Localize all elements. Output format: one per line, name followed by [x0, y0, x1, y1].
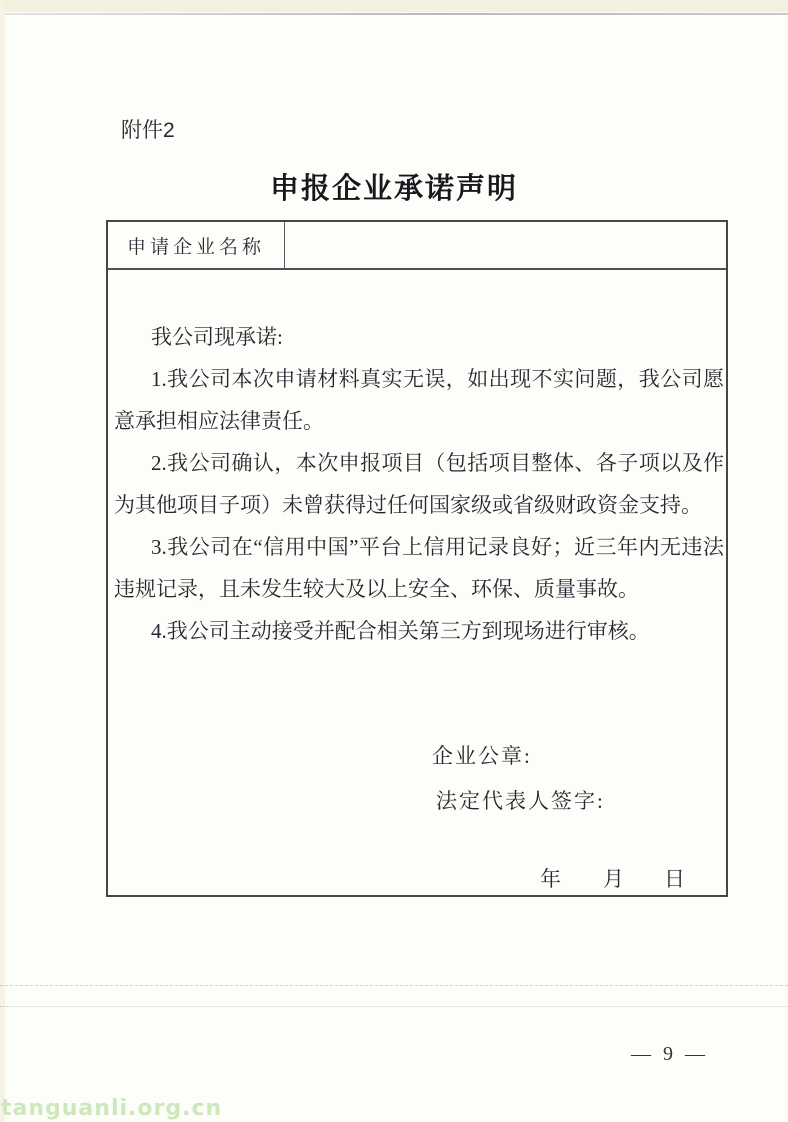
commitment-line-1: 1.我公司本次申请材料真实无误，如出现不实问题，我公司愿	[151, 367, 724, 391]
applicant-name-value-cell	[285, 222, 726, 268]
legal-representative-signature-label: 法定代表人签字:	[436, 789, 605, 813]
commitment-line-2: 2.我公司确认，本次申报项目（包括项目整体、各子项以及作	[151, 451, 724, 475]
applicant-name-label: 申请企业名称	[108, 222, 285, 268]
commitment-body	[114, 316, 724, 652]
date-day-label: 日	[664, 867, 685, 891]
scan-top-rule	[0, 13, 788, 15]
commitment-line-3-cont: 违规记录，且未发生较大及以上安全、环保、质量事故。	[114, 577, 639, 601]
applicant-name-row	[108, 222, 726, 270]
commitment-intro-line: 我公司现承诺:	[151, 325, 283, 349]
date-year-label: 年	[540, 867, 561, 891]
document-title: 申报企业承诺声明	[269, 173, 518, 205]
attachment-label: 附件2	[121, 119, 175, 142]
commitment-line-2-cont: 为其他项目子项）未曾获得过任何国家级或省级财政资金支持。	[114, 493, 702, 517]
commitment-line-1-cont: 意承担相应法律责任。	[114, 409, 324, 433]
company-seal-label: 企业公章:	[432, 744, 532, 768]
date-month-label: 月	[603, 867, 624, 891]
scan-artifact-line	[0, 1006, 788, 1007]
scan-top-band	[0, 0, 788, 12]
declaration-form-table	[106, 220, 728, 897]
page-number: — 9 —	[631, 1043, 705, 1065]
watermark: tanguanli.org.cn	[1, 1096, 223, 1121]
commitment-line-4: 4.我公司主动接受并配合相关第三方到现场进行审核。	[151, 619, 650, 643]
commitment-line-3: 3.我公司在“信用中国”平台上信用记录良好；近三年内无违法	[151, 535, 724, 559]
scan-artifact-line	[0, 985, 788, 986]
